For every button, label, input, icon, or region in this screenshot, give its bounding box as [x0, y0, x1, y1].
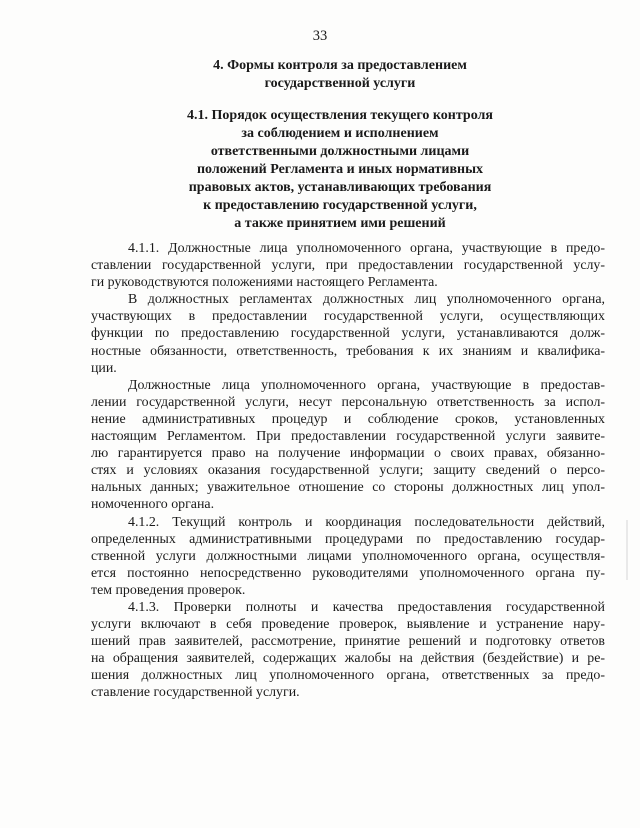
- text-line: номоченного органа.: [91, 497, 215, 513]
- text-line: ции.: [91, 360, 117, 376]
- paragraph-4-1-1: [91, 240, 605, 291]
- text-line: ственной услуги должностными лицами уполномоченного органа, осуществля-: [91, 548, 605, 564]
- text-line: Должностные лица уполномоченного органа, участвующие в предостав-: [128, 377, 605, 393]
- subsection-title-line: правовых актов, устанавливающих требования: [188, 180, 492, 195]
- text-line: 4.1.1. Должностные лица уполномоченного органа, участвующие в предо-: [128, 241, 605, 256]
- text-line: услуги включают в себя проведение проверок, выявление и устранение нару-: [91, 617, 605, 633]
- text-line: ется постоянно непосредственно руководителями уполномоченного органа пу-: [91, 565, 605, 581]
- text-line: нальных данных; уважительное отношение со стороны должностных лиц упол-: [91, 480, 605, 496]
- text-line: настоящим Регламентом. При предоставлении государственной услуги заявите-: [91, 429, 605, 445]
- paragraph-responsibility: [91, 377, 605, 514]
- scan-artifact: [626, 520, 628, 580]
- text-line: ностные обязанности, ответственность, требования к их знаниям и квалифика-: [91, 343, 605, 359]
- paragraph-4-1-3: [91, 599, 605, 702]
- subsection-title-line: 4.1. Порядок осуществления текущего контроля: [187, 108, 493, 123]
- text-line: ставлении государственной услуги, при предоставлении государственной услу-: [91, 258, 605, 274]
- subsection-title-line: к предоставлению государственной услуги,: [203, 198, 477, 213]
- text-line: лении государственной услуги, несут персональную ответственность за испол-: [91, 394, 605, 410]
- text-line: на обращения заявителей, содержащих жалобы на действия (бездействие) и ре-: [91, 651, 605, 667]
- subsection-title-line: а также принятием ими решений: [234, 216, 446, 231]
- text-line: лю гарантируется право на получение информации о своих правах, обязанно-: [91, 446, 605, 462]
- page-number: 33: [312, 28, 328, 44]
- text-line: шения должностных лиц уполномоченного органа, ответственных за предо-: [91, 668, 605, 684]
- subsection-title-line: ответственными должностными лицами: [210, 144, 470, 159]
- text-line: шений прав заявителей, рассмотрение, принятие решений и подготовку ответов: [91, 634, 605, 650]
- paragraph-4-1-2: [91, 514, 605, 599]
- section-title: [90, 57, 590, 93]
- text-line: определенных административными процедурами по предоставлению государ-: [91, 531, 605, 547]
- text-line: стях и условиях оказания государственной услуги; защиту сведений о персо-: [91, 463, 605, 479]
- subsection-title-line: положений Регламента и иных нормативных: [196, 162, 484, 177]
- text-line: 4.1.2. Текущий контроль и координация последовательности действий,: [128, 514, 605, 530]
- body-text: [91, 240, 605, 702]
- paragraph-regulations: [91, 291, 605, 376]
- subsection-title-line: за соблюдением и исполнением: [241, 126, 439, 141]
- section-title-line: 4. Формы контроля за предоставлением: [213, 58, 467, 73]
- text-line: ги руководствуются положениями настоящего Регламента.: [91, 275, 438, 291]
- text-line: функции по предоставлению государственной услуги, устанавливаются долж-: [91, 326, 605, 342]
- subsection-title: [90, 107, 590, 233]
- text-line: нение административных процедур и соблюдение сроков, установленных: [91, 411, 605, 427]
- text-line: участвующих в предоставлении государственной услуги, осуществляющих: [91, 309, 605, 325]
- section-title-line: государственной услуги: [264, 76, 416, 91]
- text-line: В должностных регламентах должностных лиц уполномоченного органа,: [128, 292, 605, 308]
- text-line: 4.1.3. Проверки полноты и качества предоставления государственной: [128, 599, 605, 615]
- text-line: ставление государственной услуги.: [91, 685, 300, 701]
- text-line: тем проведения проверок.: [91, 582, 246, 598]
